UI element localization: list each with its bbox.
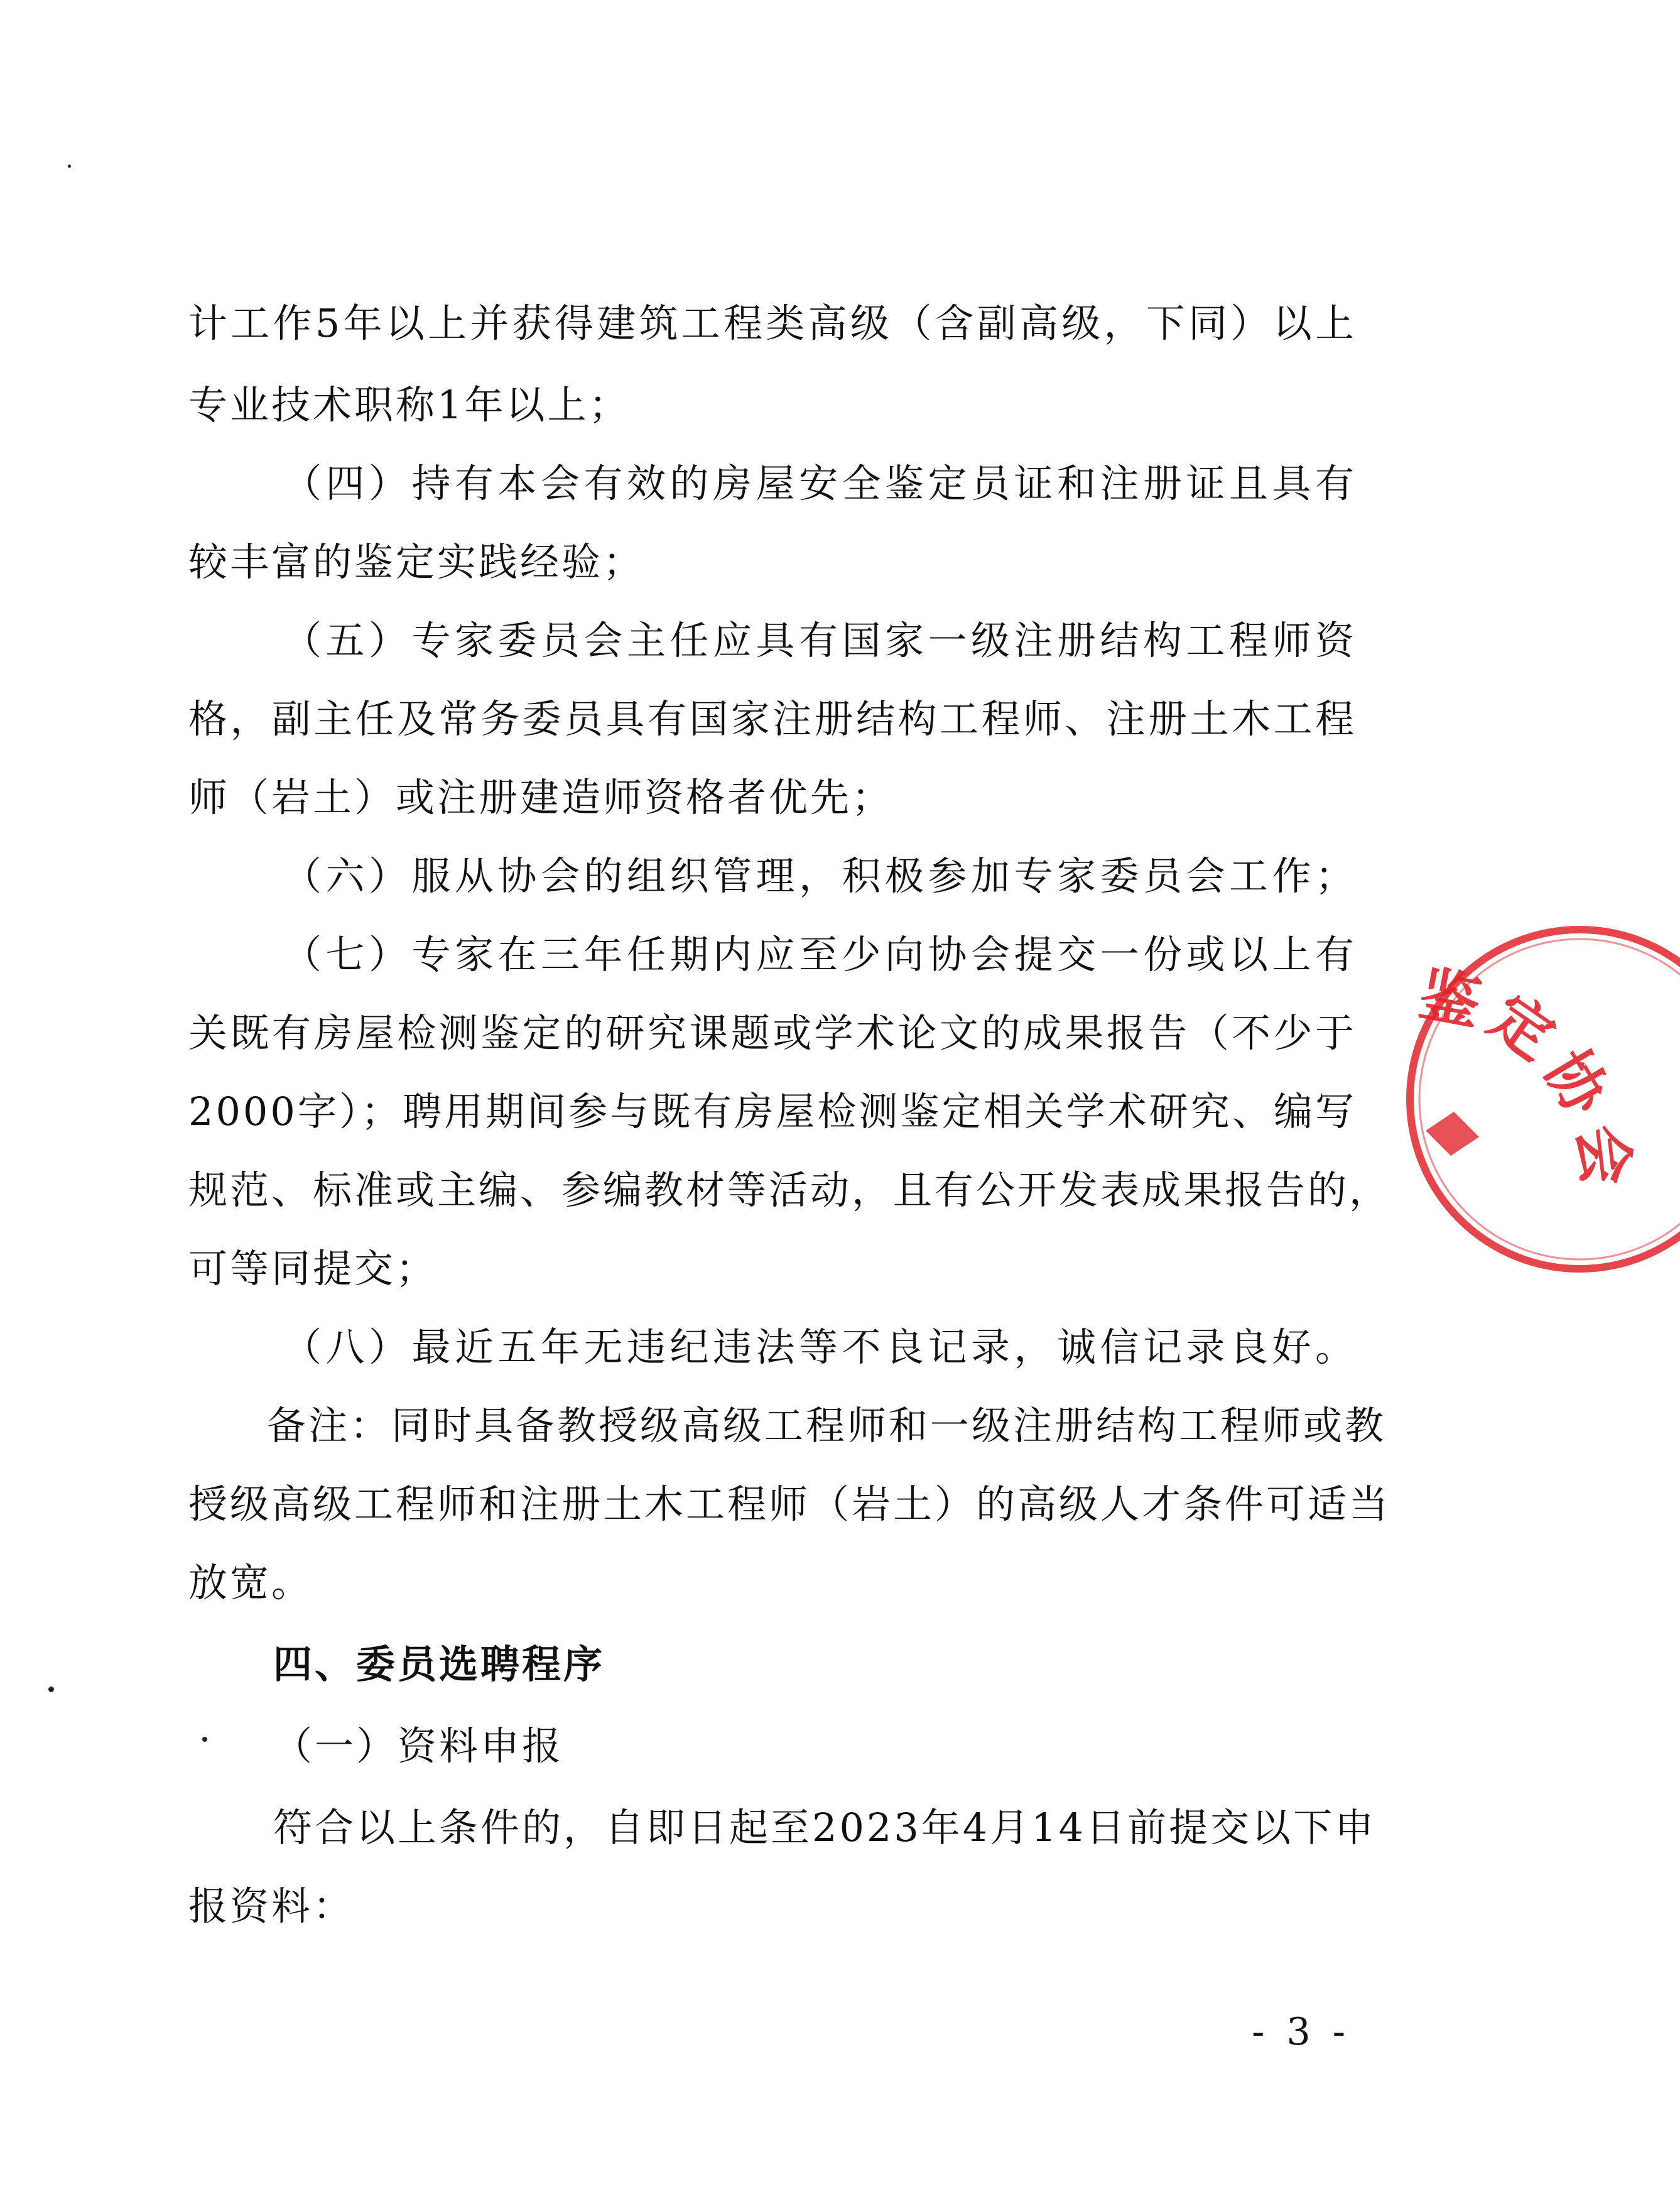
body-line: 2000字）；聘用期间参与既有房屋检测鉴定相关学术研究、编写 — [188, 1089, 1357, 1134]
sub-heading: （一）资料申报 — [273, 1723, 564, 1769]
body-line: 可等同提交； — [188, 1246, 438, 1291]
scan-speck — [68, 165, 71, 168]
body-line: 放宽。 — [188, 1560, 313, 1605]
seal-star-fragment — [1426, 1112, 1479, 1156]
body-line: 较丰富的鉴定实践经验； — [188, 539, 645, 585]
seal-text: 鉴定协会 — [1414, 958, 1644, 1198]
body-line: 计工作5年以上并获得建筑工程类高级（含副高级，下同）以上 — [188, 300, 1357, 346]
scan-speck — [48, 1687, 54, 1692]
item-seven: （七）专家在三年任期内应至少向协会提交一份或以上有 — [283, 932, 1357, 977]
remark-line: 备注：同时具备教授级高级工程师和一级注册结构工程师或教 — [267, 1403, 1387, 1448]
body-line: 格，副主任及常务委员具有国家注册结构工程师、注册土木工程 — [188, 696, 1357, 742]
official-seal-stamp — [1391, 923, 1680, 1275]
item-six: （六）服从协会的组织管理，积极参加专家委员会工作； — [283, 853, 1357, 899]
body-line: 师（岩土）或注册建造师资格者优先； — [188, 774, 894, 820]
item-five: （五）专家委员会主任应具有国家一级注册结构工程师资 — [283, 617, 1357, 663]
body-line: 授级高级工程师和注册土木工程师（岩土）的高级人才条件可适当 — [188, 1481, 1391, 1527]
page-number: - 3 - — [1252, 2010, 1350, 2054]
item-four: （四）持有本会有效的房屋安全鉴定员证和注册证且具有 — [283, 460, 1357, 506]
section-heading: 四、委员选聘程序 — [273, 1641, 605, 1687]
body-line: 关既有房屋检测鉴定的研究课题或学术论文的成果报告（不少于 — [188, 1010, 1357, 1056]
item-eight: （八）最近五年无违纪违法等不良记录，诚信记录良好。 — [283, 1324, 1357, 1370]
body-line: 报资料： — [188, 1883, 355, 1929]
body-line: 符合以上条件的，自即日起至2023年4月14日前提交以下申 — [273, 1805, 1377, 1850]
body-line: 专业技术职称1年以上； — [188, 382, 631, 428]
scan-speck — [202, 1737, 207, 1742]
body-line: 规范、标准或主编、参编教材等活动，且有公开发表成果报告的， — [188, 1167, 1391, 1213]
